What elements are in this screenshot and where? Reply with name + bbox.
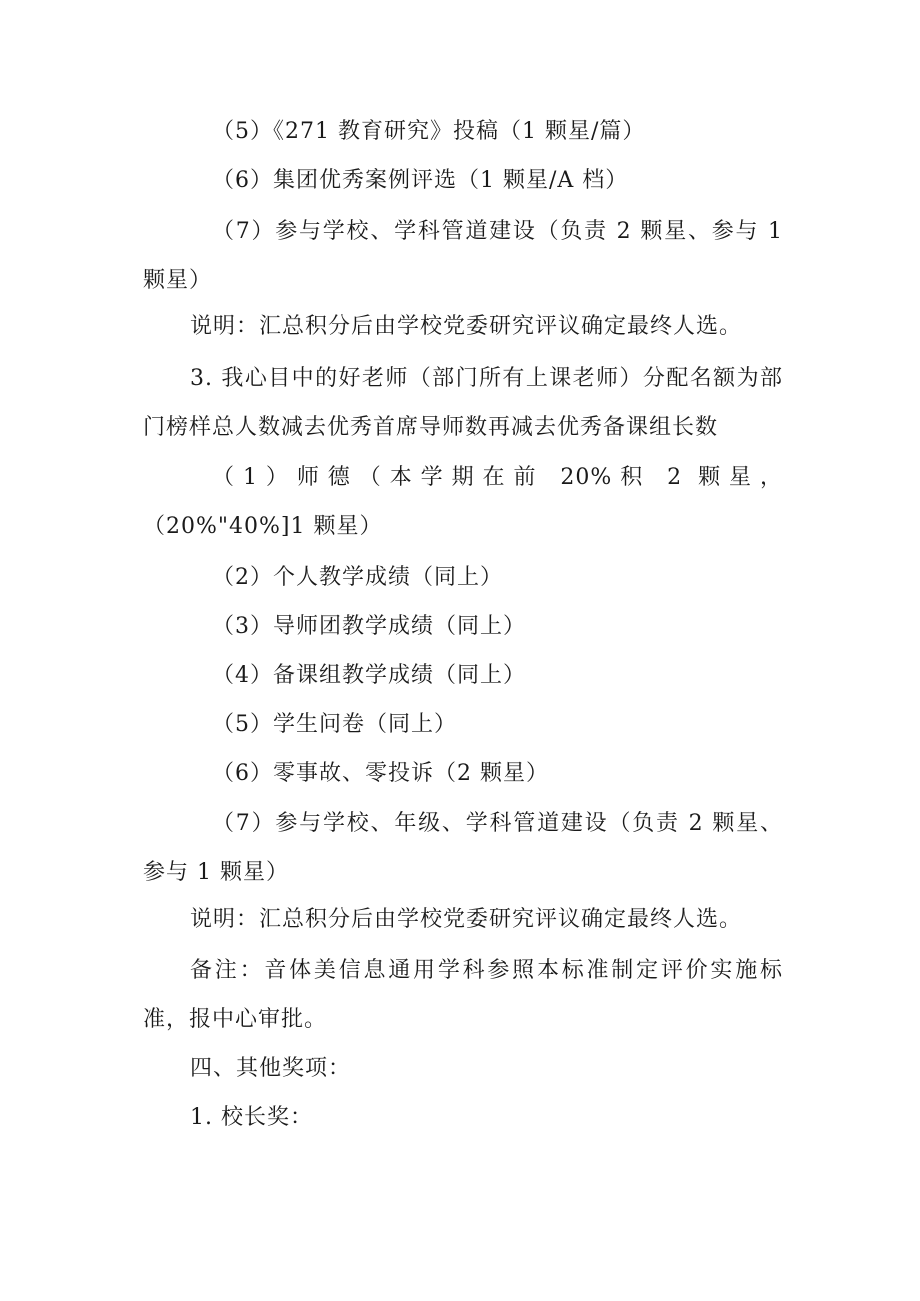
explanation-note: 说明：汇总积分后由学校党委研究评议确定最终人选。 xyxy=(190,314,743,339)
section-heading: 3. 我心目中的好老师（部门所有上课老师）分配名额为部门榜样总人数减去优秀首席导师数再减去优秀备课组长数 xyxy=(143,366,783,440)
subsection-heading: 1. 校长奖： xyxy=(190,1105,313,1130)
section-heading: 四、其他奖项： xyxy=(190,1056,352,1081)
list-item: （2）个人教学成绩（同上） xyxy=(212,565,503,590)
list-item: （5）学生问卷（同上） xyxy=(212,712,457,737)
list-item: （6）零事故、零投诉（2 颗星） xyxy=(212,761,549,786)
list-item: （7）参与学校、学科管道建设（负责 2 颗星、参与 1 颗星） xyxy=(143,219,783,293)
remark-note: 备注：音体美信息通用学科参照本标准制定评价实施标准，报中心审批。 xyxy=(143,958,783,1032)
list-item: （1）师德（本学期在前 20%积 2 颗星，（20%"40%]1 颗星） xyxy=(143,465,783,539)
list-item: （4）备课组教学成绩（同上） xyxy=(212,663,526,688)
list-item: （6）集团优秀案例评选（1 颗星/A 档） xyxy=(212,168,629,193)
list-item: （3）导师团教学成绩（同上） xyxy=(212,614,526,639)
list-item: （5）《271 教育研究》投稿（1 颗星/篇） xyxy=(212,119,646,144)
explanation-note: 说明：汇总积分后由学校党委研究评议确定最终人选。 xyxy=(190,907,743,932)
list-item: （7）参与学校、年级、学科管道建设（负责 2 颗星、参与 1 颗星） xyxy=(143,811,783,885)
